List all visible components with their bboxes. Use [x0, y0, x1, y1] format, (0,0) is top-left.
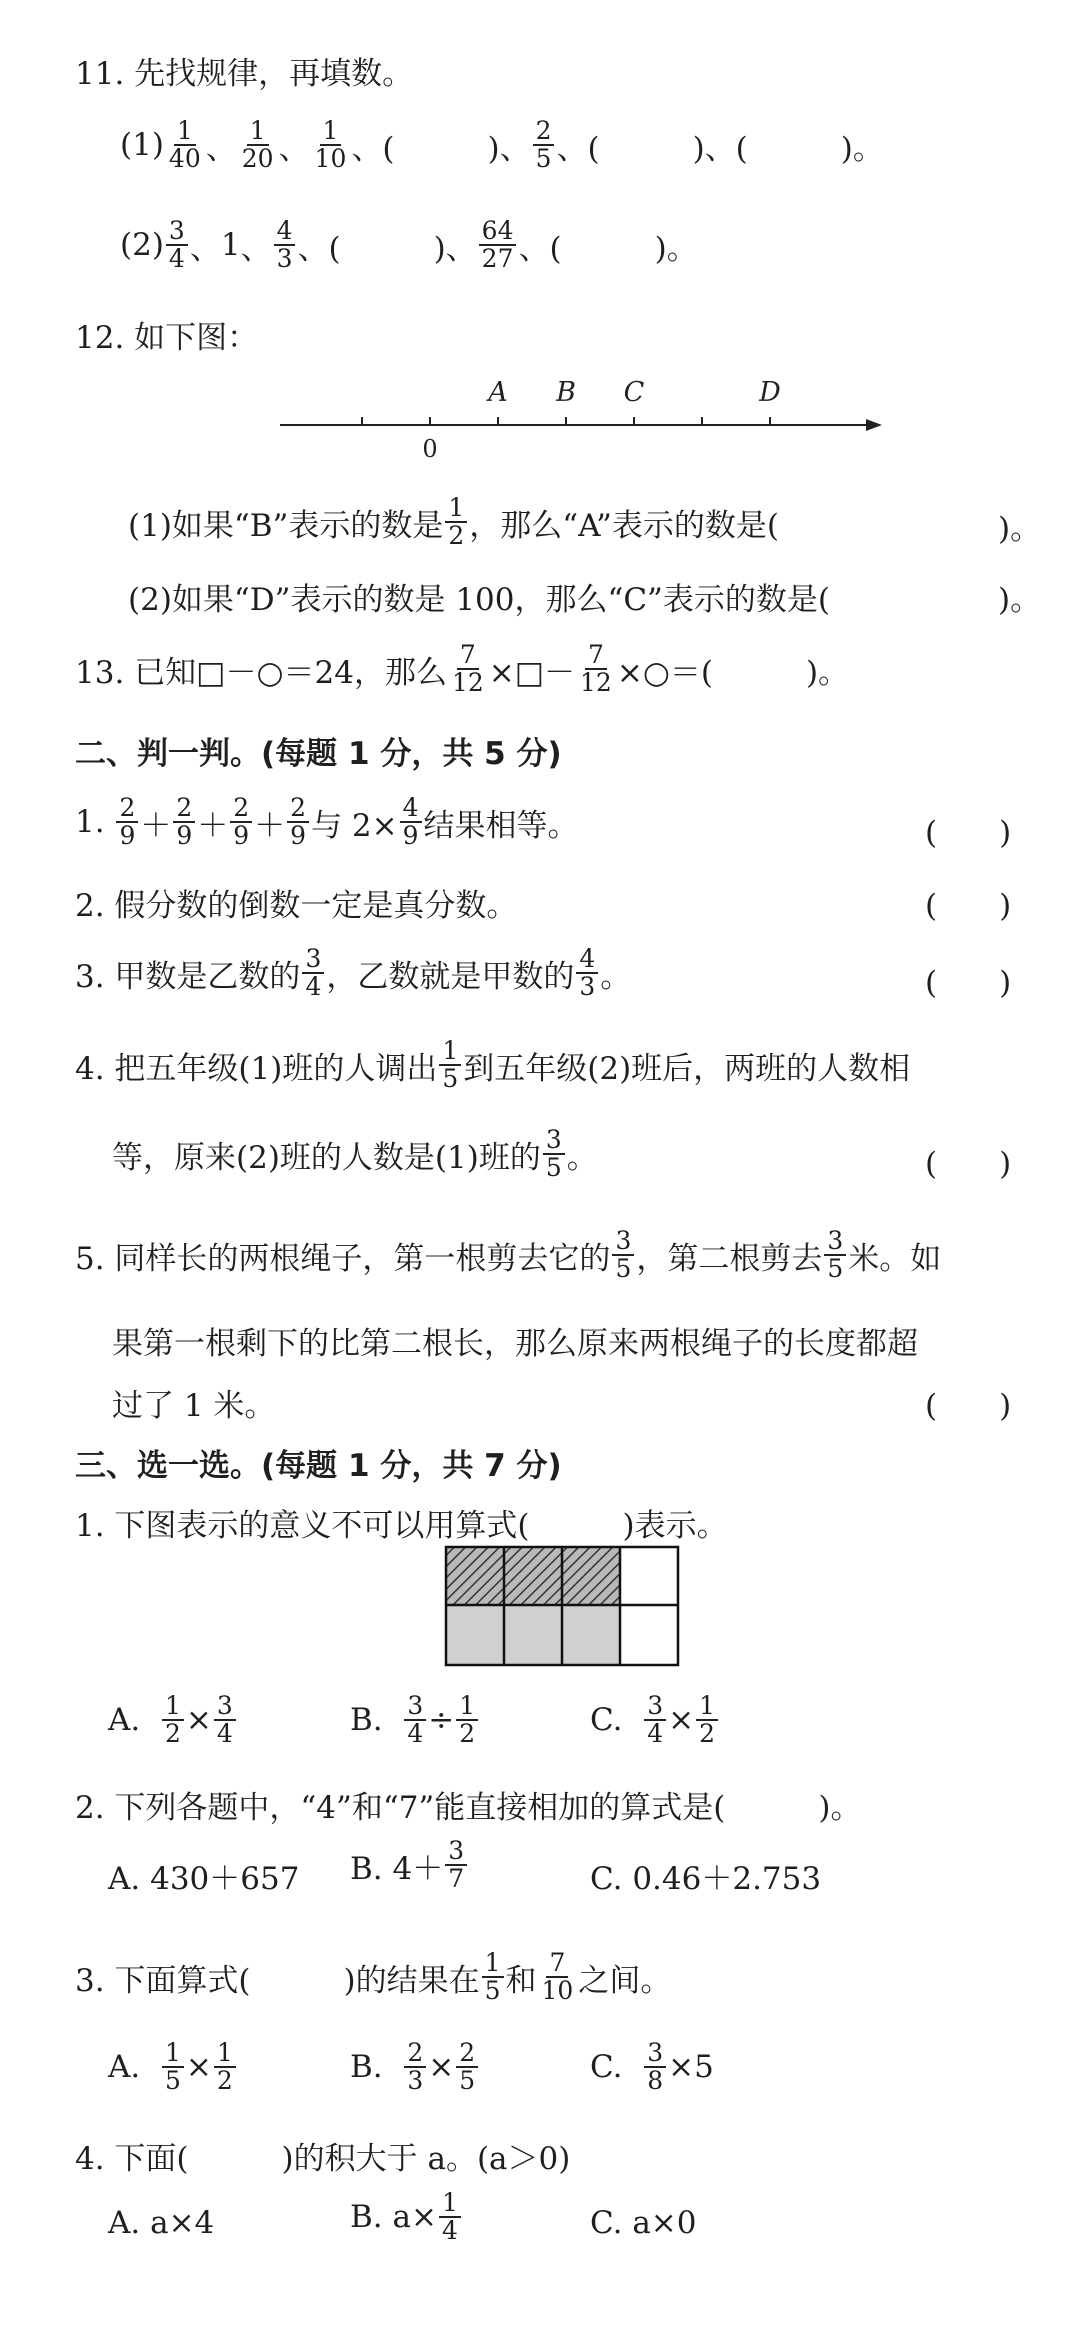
judge-paren-2[interactable]: ( )	[925, 888, 1012, 924]
fraction: $\frac{4}{3}$	[576, 946, 598, 1001]
fraction: $\frac{3}{7}$	[445, 1838, 467, 1893]
choice-q4: 4. 下面( )的积大于 a。(a＞0)	[75, 2141, 571, 2177]
label-d: D	[759, 377, 781, 408]
fraction: $\frac{7}{12}$	[580, 640, 612, 698]
answer-blank[interactable]: ( )	[328, 230, 446, 267]
judge-q4-line1: 4. 把五年级(1)班的人调出 $\frac{1}{5}$ 到五年级(2)班后，两班的人数相	[75, 1036, 911, 1094]
choice-q1: 1. 下图表示的意义不可以用算式( )表示。	[75, 1508, 728, 1544]
fraction: $\frac{3}{5}$	[612, 1228, 634, 1283]
judge-paren-4[interactable]: ( )	[925, 1146, 1012, 1182]
choice-q4-option-a[interactable]: A. a×4	[108, 2205, 215, 2241]
q12-part1: (1)如果“B”表示的数是 $\frac{1}{2}$ ，那么“A”表示的数是(	[128, 493, 779, 551]
fraction: $\frac{1}{5}$	[482, 1950, 504, 2005]
fraction: $\frac{2}{9}$	[230, 795, 252, 850]
choice-q3: 3. 下面算式( )的结果在 $\frac{1}{5}$ 和 $\frac{7}{10}$ 之间。	[75, 1948, 672, 2006]
judge-paren-1[interactable]: ( )	[925, 815, 1012, 851]
fraction: $\frac{4}{3}$	[274, 218, 296, 273]
fraction: $\frac{3}{8}$	[644, 2040, 666, 2095]
answer-paren[interactable]: )。	[998, 582, 1042, 618]
fraction: $\frac{2}{9}$	[116, 795, 138, 850]
judge-paren-3[interactable]: ( )	[925, 965, 1012, 1001]
choice-q4-option-b[interactable]: B. a× $\frac{1}{4}$	[350, 2190, 463, 2245]
fraction: $\frac{3}{4}$	[644, 1693, 666, 1748]
fraction: $\frac{3}{5}$	[543, 1127, 565, 1182]
choice-q3-option-b[interactable]: B. $\frac{2}{3}$ × $\frac{2}{5}$	[350, 2040, 480, 2095]
choice-q2-option-a[interactable]: A. 430＋657	[108, 1861, 300, 1897]
fraction: $\frac{1}{2}$	[214, 2040, 236, 2095]
fraction: $\frac{1}{2}$	[456, 1693, 478, 1748]
fraction: $\frac{3}{4}$	[302, 946, 324, 1001]
answer-blank[interactable]: ( )	[382, 130, 500, 167]
judge-q5-line1: 5. 同样长的两根绳子，第一根剪去它的 $\frac{3}{5}$ ，第二根剪去 $\frac{3}{5}$ 米。如	[75, 1226, 942, 1284]
q11-part2: (2) $\frac{3}{4}$ 、 1 、 $\frac{4}{3}$ 、 ( ) 、 $\frac{64}{27}$ 、 ( ) 。	[120, 216, 698, 274]
answer-blank[interactable]: ( )	[549, 230, 667, 267]
judge-q3: 3. 甲数是乙数的 $\frac{3}{4}$ ，乙数就是甲数的 $\frac{4}{3}$ 。	[75, 944, 632, 1002]
q13: 13. 已知□－○＝24，那么 $\frac{7}{12}$ ×□－ $\frac{7}{12}$ ×○＝( )。	[75, 640, 850, 698]
fraction: $\frac{3}{4}$	[404, 1693, 426, 1748]
fraction: $\frac{2}{3}$	[404, 2040, 426, 2095]
judge-paren-5[interactable]: ( )	[925, 1388, 1012, 1424]
fraction: $\frac{1}{2}$	[445, 495, 467, 550]
choice-q2-option-b[interactable]: B. 4＋ $\frac{3}{7}$	[350, 1838, 469, 1893]
fraction: $\frac{4}{9}$	[400, 795, 422, 850]
q12-title: 12. 如下图：	[75, 320, 259, 356]
q11-title: 11. 先找规律，再填数。	[75, 56, 414, 92]
choice-q4-option-c[interactable]: C. a×0	[590, 2205, 697, 2241]
fraction: $\frac{1}{20}$	[241, 116, 274, 174]
fraction: $\frac{1}{10}$	[314, 116, 347, 174]
section-3-title: 三、选一选。(每题 1 分，共 7 分)	[75, 1448, 562, 1484]
section-2-title: 二、判一判。(每题 1 分，共 5 分)	[75, 736, 562, 772]
fraction: $\frac{2}{9}$	[173, 795, 195, 850]
answer-blank[interactable]: ( )	[735, 130, 853, 167]
choice-q2-option-c[interactable]: C. 0.46＋2.753	[590, 1861, 822, 1897]
q11-part1: (1) $\frac{1}{40}$ 、 $\frac{1}{20}$ 、 $\frac{1}{10}$ 、 ( ) 、 $\frac{2}{5}$ 、 ( ) 、 ( ) 。	[120, 116, 884, 174]
fraction: $\frac{3}{4}$	[214, 1693, 236, 1748]
fraction: $\frac{1}{2}$	[696, 1693, 718, 1748]
fraction: $\frac{1}{4}$	[439, 2190, 461, 2245]
fraction: $\frac{7}{12}$	[451, 640, 484, 698]
fraction: $\frac{7}{10}$	[541, 1948, 574, 2006]
fraction: $\frac{1}{40}$	[168, 116, 201, 174]
number-line	[270, 365, 890, 460]
judge-q5-line3: 过了 1 米。	[112, 1388, 276, 1424]
fraction: $\frac{3}{5}$	[824, 1228, 846, 1283]
fraction: $\frac{1}{5}$	[162, 2040, 184, 2095]
judge-q2: 2. 假分数的倒数一定是真分数。	[75, 888, 518, 924]
label-b: B	[556, 377, 576, 408]
fraction: $\frac{3}{4}$	[166, 218, 188, 273]
fraction: $\frac{2}{5}$	[533, 118, 555, 173]
choice-q2: 2. 下列各题中，“4”和“7”能直接相加的算式是( )。	[75, 1790, 862, 1826]
answer-paren[interactable]: )。	[998, 511, 1042, 547]
choice-q1-option-b[interactable]: B. $\frac{3}{4}$ ÷ $\frac{1}{2}$	[350, 1693, 480, 1748]
fraction: $\frac{64}{27}$	[479, 218, 517, 273]
judge-q4-line2: 等，原来(2)班的人数是(1)班的 $\frac{3}{5}$ 。	[112, 1125, 598, 1183]
answer-blank[interactable]: ( )	[587, 130, 705, 167]
label-zero: 0	[422, 435, 438, 460]
fraction: $\frac{2}{9}$	[287, 795, 309, 850]
judge-q5-line2: 果第一根剩下的比第二根长，那么原来两根绳子的长度都超	[112, 1326, 918, 1362]
fraction: $\frac{1}{2}$	[162, 1693, 184, 1748]
label-a: A	[488, 377, 508, 408]
choice-q1-option-a[interactable]: A. $\frac{1}{2}$ × $\frac{3}{4}$	[108, 1693, 238, 1748]
fraction: $\frac{2}{5}$	[456, 2040, 478, 2095]
judge-q1: 1. $\frac{2}{9}$ ＋ $\frac{2}{9}$ ＋ $\frac{2}{9}$ ＋ $\frac{2}{9}$ 与 2× $\frac{4}{9}$ 结果相等。	[75, 793, 579, 851]
choice-q1-option-c[interactable]: C. $\frac{3}{4}$ × $\frac{1}{2}$	[590, 1693, 720, 1748]
q12-part2: (2)如果“D”表示的数是 100，那么“C”表示的数是(	[128, 582, 830, 618]
shaded-grid-figure	[444, 1545, 680, 1667]
fraction: $\frac{1}{5}$	[439, 1038, 461, 1093]
choice-q3-option-c[interactable]: C. $\frac{3}{8}$ ×5	[590, 2038, 714, 2096]
choice-q3-option-a[interactable]: A. $\frac{1}{5}$ × $\frac{1}{2}$	[108, 2040, 238, 2095]
label-c: C	[623, 377, 645, 408]
